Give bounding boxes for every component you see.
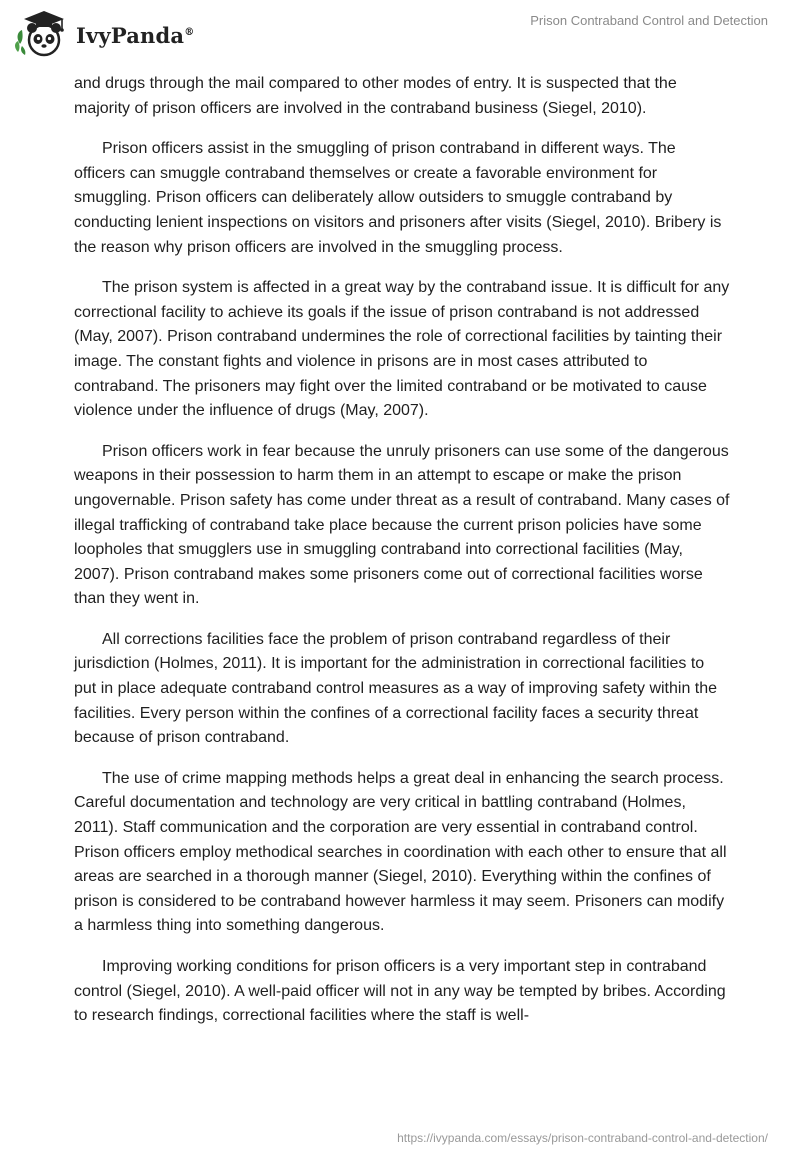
paragraph: All corrections facilities face the problem of prison contraband regardless of their jurisdiction (Holmes, 2011). It is important for the administration in correctional facilities to put in place adequate contraband control measures as a way of improving safety within the facilities. Every person within the confines of a correctional facility faces a security threat because of prison contraband. [74,630,718,747]
panda-graduate-icon [14,8,70,60]
paragraph: Prison officers assist in the smuggling of prison contraband in different ways. The officers can smuggle contraband themselves or create a favorable environment for smuggling. Prison officers can deliberately allow outsiders to smuggle contraband by conducting lenient inspections on visitors and prisoners after visits (Siegel, 2010). Bribery is the reason why prison officers are involved in the smuggling process. [74,140,722,256]
ivypanda-logo[interactable] [14,8,194,60]
registered-mark: ® [184,26,195,38]
page-header [0,0,800,70]
paragraph: The prison system is affected in a great way by the contraband issue. It is difficult for any correctional facility to achieve its goals if the issue of prison contraband is not addressed (May, 2007). Prison contraband undermines the role of correctional facilities by tainting their image. The constant fights and violence in prisons are in most cases attributed to contraband. The prisoners may fight over the limited contraband or be motivated to cause violence under the influence of drugs (May, 2007). [74,279,730,420]
essay-body [74,72,730,1045]
logo-wordmark: IvyPanda® [76,22,195,48]
paragraph: Improving working conditions for prison officers is a very important step in contraband control (Siegel, 2010). A well-paid officer will not in any way be tempted by bribes. According to research findings, correctional facilities where the staff is well- [74,958,726,1025]
paragraph: The use of crime mapping methods helps a great deal in enhancing the search process. Careful documentation and technology are very critical in battling contraband (Holmes, 2011). Staff communication and the corporation are very essential in contraband control. Prison officers employ methodical searches in coordination with each other to ensure that all areas are searched in a thorough manner (Siegel, 2010). Everything within the confines of prison is considered to be contraband however harmless it may seem. Prisoners can modify a harmless thing into something dangerous. [74,769,727,935]
source-url-link[interactable]: https://ivypanda.com/essays/prison-contraband-control-and-detection/ [397,1131,768,1145]
paragraph: and drugs through the mail compared to other modes of entry. It is suspected that the majority of prison officers are involved in the contraband business (Siegel, 2010). [74,75,677,117]
document-title: Prison Contraband Control and Detection [530,13,768,28]
paragraph: Prison officers work in fear because the unruly prisoners can use some of the dangerous weapons in their possession to harm them in an attempt to escape or make the prison ungovernable. Prison safety has come under threat as a result of contraband. Many cases of illegal trafficking of contraband take place because the current prison policies have some loopholes that smugglers use in smuggling contraband into correctional facilities (May, 2007). Prison contraband makes some prisoners come out of correctional facilities worse than they went in. [74,442,730,608]
